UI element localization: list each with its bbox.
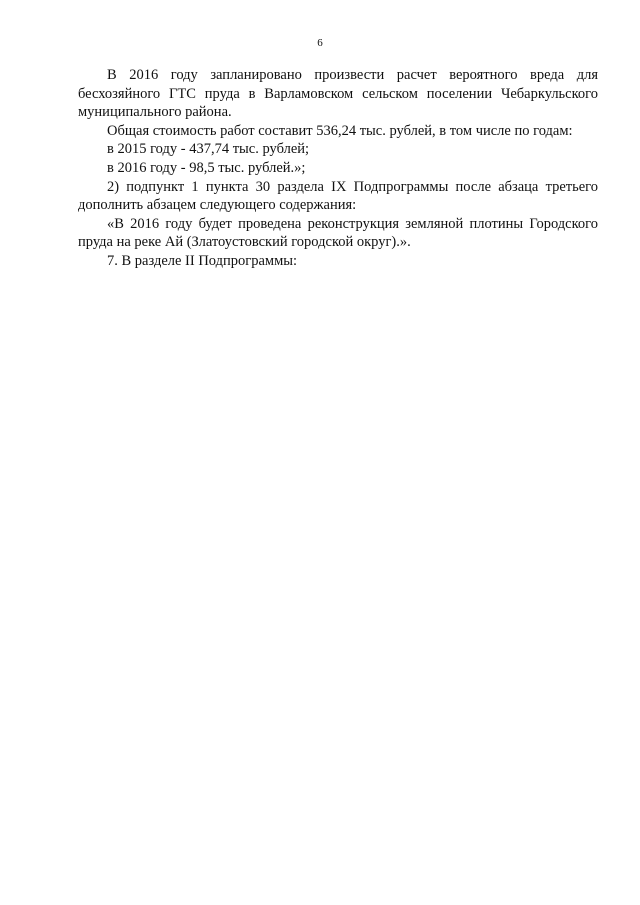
paragraph-cost-2016: в 2016 году - 98,5 тыс. рублей.»; <box>107 159 306 176</box>
paragraph-cost-2015: в 2015 году - 437,74 тыс. рублей; <box>107 141 310 158</box>
paragraph-dam-reconstruction: «В 2016 году будет проведена реконструкция земляной плотины Городского пруда на реке Ай (Златоустовский городской округ).». <box>78 215 598 251</box>
paragraph-damage-assessment: В 2016 году запланировано произвести расчет вероятного вреда для бесхозяйного ГТС пруда в Варламовском сельском поселении Чебаркульского муниципального района. <box>78 67 598 121</box>
page-number: 6 <box>317 37 323 49</box>
document-body <box>78 66 598 271</box>
paragraph-amendment-section-ix: 2) подпункт 1 пункта 30 раздела IX Подпрограммы после абзаца третьего дополнить абзацем следующего содержания: <box>78 178 598 214</box>
paragraph-section-ii-heading: 7. В разделе II Подпрограммы: <box>107 252 298 269</box>
paragraph-total-cost: Общая стоимость работ составит 536,24 тыс. рублей, в том числе по годам: <box>107 122 573 139</box>
